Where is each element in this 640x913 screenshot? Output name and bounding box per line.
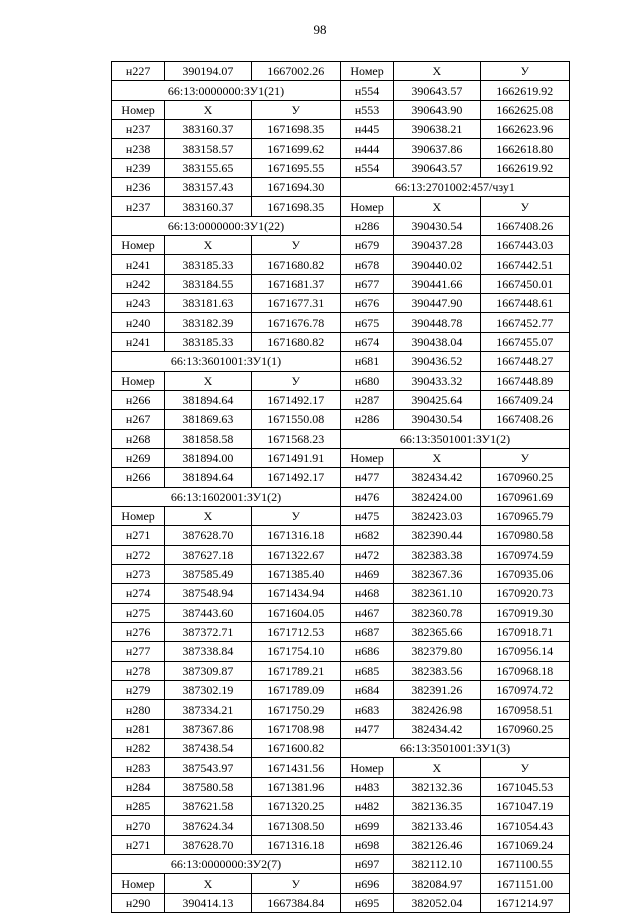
- x-coordinate-cell: 382133.46: [394, 816, 480, 835]
- y-coordinate-cell: 1670918.71: [480, 622, 569, 641]
- y-coordinate-cell: 1671698.35: [251, 120, 340, 139]
- y-coordinate-cell: 1667452.77: [480, 313, 569, 332]
- table-row: [112, 313, 570, 332]
- x-coordinate-cell: X: [394, 197, 480, 216]
- parcel-id-heading: 66:13:3601001:ЗУ1(1): [112, 352, 341, 371]
- x-coordinate-cell: 390430.54: [394, 216, 480, 235]
- point-number-cell: н271: [112, 526, 165, 545]
- x-coordinate-cell: 387367.86: [165, 719, 251, 738]
- point-number-cell: н697: [340, 855, 393, 874]
- y-coordinate-cell: 1667448.89: [480, 371, 569, 390]
- table-row: [112, 874, 570, 893]
- point-number-cell: н290: [112, 893, 165, 912]
- point-number-cell: Номер: [112, 874, 165, 893]
- y-coordinate-cell: 1670968.18: [480, 661, 569, 680]
- x-coordinate-cell: 382126.46: [394, 835, 480, 854]
- parcel-id-heading: 66:13:3501001:ЗУ1(3): [340, 739, 569, 758]
- point-number-cell: Номер: [112, 506, 165, 525]
- x-coordinate-cell: 387628.70: [165, 835, 251, 854]
- y-coordinate-cell: У: [480, 448, 569, 467]
- y-coordinate-cell: 1670980.58: [480, 526, 569, 545]
- table-row: [112, 410, 570, 429]
- point-number-cell: Номер: [340, 62, 393, 81]
- x-coordinate-cell: 387580.58: [165, 777, 251, 796]
- table-row: [112, 487, 570, 506]
- point-number-cell: н554: [340, 158, 393, 177]
- x-coordinate-cell: 381858.58: [165, 429, 251, 448]
- point-number-cell: н282: [112, 739, 165, 758]
- point-number-cell: н686: [340, 642, 393, 661]
- x-coordinate-cell: 382379.80: [394, 642, 480, 661]
- point-number-cell: Номер: [340, 758, 393, 777]
- x-coordinate-cell: 390643.57: [394, 158, 480, 177]
- point-number-cell: н242: [112, 274, 165, 293]
- y-coordinate-cell: 1671214.97: [480, 893, 569, 912]
- y-coordinate-cell: 1670974.59: [480, 545, 569, 564]
- y-coordinate-cell: 1670960.25: [480, 468, 569, 487]
- y-coordinate-cell: 1671100.55: [480, 855, 569, 874]
- point-number-cell: н268: [112, 429, 165, 448]
- x-coordinate-cell: 390643.57: [394, 81, 480, 100]
- y-coordinate-cell: 1667408.26: [480, 410, 569, 429]
- y-coordinate-cell: 1671316.18: [251, 526, 340, 545]
- y-coordinate-cell: У: [480, 758, 569, 777]
- y-coordinate-cell: 1671789.21: [251, 661, 340, 680]
- y-coordinate-cell: 1671680.82: [251, 255, 340, 274]
- point-number-cell: н468: [340, 584, 393, 603]
- point-number-cell: Номер: [112, 236, 165, 255]
- y-coordinate-cell: 1671492.17: [251, 468, 340, 487]
- point-number-cell: н269: [112, 448, 165, 467]
- table-row: [112, 139, 570, 158]
- point-number-cell: н678: [340, 255, 393, 274]
- y-coordinate-cell: 1667384.84: [251, 893, 340, 912]
- point-number-cell: н553: [340, 100, 393, 119]
- table-row: [112, 274, 570, 293]
- point-number-cell: н445: [340, 120, 393, 139]
- x-coordinate-cell: 387338.84: [165, 642, 251, 661]
- x-coordinate-cell: 381894.64: [165, 468, 251, 487]
- y-coordinate-cell: 1671600.82: [251, 739, 340, 758]
- point-number-cell: н237: [112, 120, 165, 139]
- point-number-cell: н477: [340, 719, 393, 738]
- point-number-cell: н227: [112, 62, 165, 81]
- x-coordinate-cell: 387585.49: [165, 564, 251, 583]
- y-coordinate-cell: 1662623.96: [480, 120, 569, 139]
- point-number-cell: н278: [112, 661, 165, 680]
- point-number-cell: н475: [340, 506, 393, 525]
- x-coordinate-cell: X: [165, 874, 251, 893]
- table-row: [112, 545, 570, 564]
- table-row: [112, 700, 570, 719]
- table-row: [112, 681, 570, 700]
- coordinates-table-body: [112, 62, 570, 913]
- parcel-id-heading: 66:13:2701002:457/чзу1: [340, 178, 569, 197]
- point-number-cell: н285: [112, 797, 165, 816]
- point-number-cell: н676: [340, 294, 393, 313]
- point-number-cell: н682: [340, 526, 393, 545]
- y-coordinate-cell: 1671789.09: [251, 681, 340, 700]
- y-coordinate-cell: 1671677.31: [251, 294, 340, 313]
- point-number-cell: н696: [340, 874, 393, 893]
- point-number-cell: н281: [112, 719, 165, 738]
- x-coordinate-cell: 382423.03: [394, 506, 480, 525]
- x-coordinate-cell: 382424.00: [394, 487, 480, 506]
- x-coordinate-cell: 382365.66: [394, 622, 480, 641]
- x-coordinate-cell: 390414.13: [165, 893, 251, 912]
- point-number-cell: н554: [340, 81, 393, 100]
- y-coordinate-cell: 1671681.37: [251, 274, 340, 293]
- y-coordinate-cell: 1671151.00: [480, 874, 569, 893]
- point-number-cell: н680: [340, 371, 393, 390]
- y-coordinate-cell: 1671054.43: [480, 816, 569, 835]
- table-row: [112, 739, 570, 758]
- y-coordinate-cell: 1670961.69: [480, 487, 569, 506]
- y-coordinate-cell: 1671069.24: [480, 835, 569, 854]
- x-coordinate-cell: 390194.07: [165, 62, 251, 81]
- y-coordinate-cell: 1667442.51: [480, 255, 569, 274]
- point-number-cell: н679: [340, 236, 393, 255]
- y-coordinate-cell: 1671431.56: [251, 758, 340, 777]
- x-coordinate-cell: 387334.21: [165, 700, 251, 719]
- table-row: [112, 158, 570, 177]
- table-row: [112, 236, 570, 255]
- point-number-cell: н241: [112, 332, 165, 351]
- point-number-cell: н286: [340, 216, 393, 235]
- x-coordinate-cell: 387438.54: [165, 739, 251, 758]
- coordinates-table: [111, 61, 570, 913]
- x-coordinate-cell: 390447.90: [394, 294, 480, 313]
- table-row: [112, 642, 570, 661]
- point-number-cell: н482: [340, 797, 393, 816]
- x-coordinate-cell: 387548.94: [165, 584, 251, 603]
- y-coordinate-cell: 1671680.82: [251, 332, 340, 351]
- point-number-cell: н287: [340, 390, 393, 409]
- point-number-cell: н267: [112, 410, 165, 429]
- y-coordinate-cell: У: [251, 236, 340, 255]
- x-coordinate-cell: X: [394, 758, 480, 777]
- point-number-cell: н237: [112, 197, 165, 216]
- x-coordinate-cell: 383160.37: [165, 120, 251, 139]
- point-number-cell: Номер: [340, 448, 393, 467]
- y-coordinate-cell: 1671698.35: [251, 197, 340, 216]
- x-coordinate-cell: 390441.66: [394, 274, 480, 293]
- x-coordinate-cell: 390643.90: [394, 100, 480, 119]
- point-number-cell: н275: [112, 603, 165, 622]
- y-coordinate-cell: У: [480, 197, 569, 216]
- x-coordinate-cell: 382383.56: [394, 661, 480, 680]
- y-coordinate-cell: 1662619.92: [480, 81, 569, 100]
- x-coordinate-cell: 387309.87: [165, 661, 251, 680]
- point-number-cell: н280: [112, 700, 165, 719]
- point-number-cell: н236: [112, 178, 165, 197]
- table-row: [112, 855, 570, 874]
- y-coordinate-cell: 1667450.01: [480, 274, 569, 293]
- point-number-cell: н483: [340, 777, 393, 796]
- y-coordinate-cell: 1662625.08: [480, 100, 569, 119]
- point-number-cell: Номер: [112, 100, 165, 119]
- table-row: [112, 81, 570, 100]
- table-row: [112, 622, 570, 641]
- table-row: [112, 352, 570, 371]
- point-number-cell: н240: [112, 313, 165, 332]
- y-coordinate-cell: 1671381.96: [251, 777, 340, 796]
- x-coordinate-cell: 382391.26: [394, 681, 480, 700]
- x-coordinate-cell: 387627.18: [165, 545, 251, 564]
- y-coordinate-cell: 1671385.40: [251, 564, 340, 583]
- table-row: [112, 100, 570, 119]
- x-coordinate-cell: X: [165, 371, 251, 390]
- point-number-cell: н699: [340, 816, 393, 835]
- y-coordinate-cell: 1671568.23: [251, 429, 340, 448]
- point-number-cell: н274: [112, 584, 165, 603]
- point-number-cell: н472: [340, 545, 393, 564]
- x-coordinate-cell: 381894.64: [165, 390, 251, 409]
- table-row: [112, 468, 570, 487]
- point-number-cell: н270: [112, 816, 165, 835]
- table-row: [112, 719, 570, 738]
- x-coordinate-cell: 387443.60: [165, 603, 251, 622]
- table-row: [112, 255, 570, 274]
- table-row: [112, 371, 570, 390]
- table-row: [112, 661, 570, 680]
- x-coordinate-cell: X: [165, 506, 251, 525]
- table-row: [112, 584, 570, 603]
- y-coordinate-cell: 1671316.18: [251, 835, 340, 854]
- x-coordinate-cell: 382367.36: [394, 564, 480, 583]
- x-coordinate-cell: 382132.36: [394, 777, 480, 796]
- point-number-cell: н239: [112, 158, 165, 177]
- point-number-cell: Номер: [340, 197, 393, 216]
- y-coordinate-cell: 1671699.62: [251, 139, 340, 158]
- x-coordinate-cell: 383158.57: [165, 139, 251, 158]
- point-number-cell: н467: [340, 603, 393, 622]
- point-number-cell: н272: [112, 545, 165, 564]
- y-coordinate-cell: 1671695.55: [251, 158, 340, 177]
- point-number-cell: н674: [340, 332, 393, 351]
- x-coordinate-cell: 387624.34: [165, 816, 251, 835]
- y-coordinate-cell: 1667448.27: [480, 352, 569, 371]
- table-row: [112, 777, 570, 796]
- parcel-id-heading: 66:13:0000000:ЗУ2(7): [112, 855, 341, 874]
- x-coordinate-cell: 383184.55: [165, 274, 251, 293]
- x-coordinate-cell: 382434.42: [394, 468, 480, 487]
- x-coordinate-cell: X: [165, 100, 251, 119]
- y-coordinate-cell: 1667409.24: [480, 390, 569, 409]
- point-number-cell: н675: [340, 313, 393, 332]
- x-coordinate-cell: 383160.37: [165, 197, 251, 216]
- y-coordinate-cell: 1671047.19: [480, 797, 569, 816]
- x-coordinate-cell: 390433.32: [394, 371, 480, 390]
- y-coordinate-cell: 1671308.50: [251, 816, 340, 835]
- x-coordinate-cell: 390448.78: [394, 313, 480, 332]
- table-row: [112, 893, 570, 912]
- x-coordinate-cell: 382360.78: [394, 603, 480, 622]
- parcel-id-heading: 66:13:0000000:ЗУ1(22): [112, 216, 341, 235]
- y-coordinate-cell: У: [251, 371, 340, 390]
- point-number-cell: н685: [340, 661, 393, 680]
- x-coordinate-cell: X: [165, 236, 251, 255]
- table-row: [112, 797, 570, 816]
- point-number-cell: н279: [112, 681, 165, 700]
- y-coordinate-cell: 1671694.30: [251, 178, 340, 197]
- y-coordinate-cell: 1662619.92: [480, 158, 569, 177]
- y-coordinate-cell: 1671754.10: [251, 642, 340, 661]
- point-number-cell: н687: [340, 622, 393, 641]
- point-number-cell: н698: [340, 835, 393, 854]
- x-coordinate-cell: 382136.35: [394, 797, 480, 816]
- y-coordinate-cell: 1671708.98: [251, 719, 340, 738]
- point-number-cell: н238: [112, 139, 165, 158]
- y-coordinate-cell: У: [480, 62, 569, 81]
- x-coordinate-cell: 383185.33: [165, 332, 251, 351]
- y-coordinate-cell: 1671750.29: [251, 700, 340, 719]
- table-row: [112, 178, 570, 197]
- table-row: [112, 197, 570, 216]
- y-coordinate-cell: 1671676.78: [251, 313, 340, 332]
- point-number-cell: н684: [340, 681, 393, 700]
- y-coordinate-cell: 1667455.07: [480, 332, 569, 351]
- x-coordinate-cell: 387543.97: [165, 758, 251, 777]
- x-coordinate-cell: 387372.71: [165, 622, 251, 641]
- x-coordinate-cell: 383155.65: [165, 158, 251, 177]
- y-coordinate-cell: 1670960.25: [480, 719, 569, 738]
- y-coordinate-cell: 1670958.51: [480, 700, 569, 719]
- x-coordinate-cell: 390638.21: [394, 120, 480, 139]
- x-coordinate-cell: X: [394, 62, 480, 81]
- point-number-cell: н284: [112, 777, 165, 796]
- x-coordinate-cell: 382426.98: [394, 700, 480, 719]
- table-row: [112, 390, 570, 409]
- x-coordinate-cell: 383157.43: [165, 178, 251, 197]
- x-coordinate-cell: 390438.04: [394, 332, 480, 351]
- point-number-cell: н476: [340, 487, 393, 506]
- point-number-cell: н276: [112, 622, 165, 641]
- point-number-cell: Номер: [112, 371, 165, 390]
- point-number-cell: н469: [340, 564, 393, 583]
- y-coordinate-cell: 1671491.91: [251, 448, 340, 467]
- table-row: [112, 564, 570, 583]
- table-row: [112, 603, 570, 622]
- point-number-cell: н271: [112, 835, 165, 854]
- x-coordinate-cell: 382084.97: [394, 874, 480, 893]
- x-coordinate-cell: 390437.28: [394, 236, 480, 255]
- y-coordinate-cell: У: [251, 506, 340, 525]
- y-coordinate-cell: 1667448.61: [480, 294, 569, 313]
- point-number-cell: н277: [112, 642, 165, 661]
- table-row: [112, 294, 570, 313]
- y-coordinate-cell: 1670956.14: [480, 642, 569, 661]
- table-row: [112, 758, 570, 777]
- y-coordinate-cell: 1671322.67: [251, 545, 340, 564]
- point-number-cell: н266: [112, 468, 165, 487]
- point-number-cell: н444: [340, 139, 393, 158]
- x-coordinate-cell: 390436.52: [394, 352, 480, 371]
- point-number-cell: н273: [112, 564, 165, 583]
- point-number-cell: н266: [112, 390, 165, 409]
- y-coordinate-cell: 1667408.26: [480, 216, 569, 235]
- point-number-cell: н477: [340, 468, 393, 487]
- x-coordinate-cell: 383185.33: [165, 255, 251, 274]
- parcel-id-heading: 66:13:3501001:ЗУ1(2): [340, 429, 569, 448]
- x-coordinate-cell: 390425.64: [394, 390, 480, 409]
- y-coordinate-cell: 1671550.08: [251, 410, 340, 429]
- table-row: [112, 448, 570, 467]
- y-coordinate-cell: 1671604.05: [251, 603, 340, 622]
- y-coordinate-cell: 1671712.53: [251, 622, 340, 641]
- table-row: [112, 216, 570, 235]
- parcel-id-heading: 66:13:1602001:ЗУ1(2): [112, 487, 341, 506]
- x-coordinate-cell: 390637.86: [394, 139, 480, 158]
- x-coordinate-cell: 383182.39: [165, 313, 251, 332]
- point-number-cell: н243: [112, 294, 165, 313]
- point-number-cell: н677: [340, 274, 393, 293]
- x-coordinate-cell: 381894.00: [165, 448, 251, 467]
- point-number-cell: н241: [112, 255, 165, 274]
- y-coordinate-cell: 1670935.06: [480, 564, 569, 583]
- table-row: [112, 816, 570, 835]
- y-coordinate-cell: 1671434.94: [251, 584, 340, 603]
- y-coordinate-cell: 1670920.73: [480, 584, 569, 603]
- x-coordinate-cell: 387621.58: [165, 797, 251, 816]
- table-row: [112, 120, 570, 139]
- y-coordinate-cell: 1671320.25: [251, 797, 340, 816]
- x-coordinate-cell: 382112.10: [394, 855, 480, 874]
- parcel-id-heading: 66:13:0000000:ЗУ1(21): [112, 81, 341, 100]
- point-number-cell: н286: [340, 410, 393, 429]
- table-row: [112, 835, 570, 854]
- page-number: 98: [313, 22, 327, 37]
- point-number-cell: н681: [340, 352, 393, 371]
- x-coordinate-cell: 387302.19: [165, 681, 251, 700]
- y-coordinate-cell: 1662618.80: [480, 139, 569, 158]
- x-coordinate-cell: 390430.54: [394, 410, 480, 429]
- table-row: [112, 429, 570, 448]
- point-number-cell: н283: [112, 758, 165, 777]
- y-coordinate-cell: 1670974.72: [480, 681, 569, 700]
- x-coordinate-cell: 382361.10: [394, 584, 480, 603]
- y-coordinate-cell: 1671045.53: [480, 777, 569, 796]
- y-coordinate-cell: 1670965.79: [480, 506, 569, 525]
- table-row: [112, 332, 570, 351]
- table-row: [112, 506, 570, 525]
- x-coordinate-cell: 382390.44: [394, 526, 480, 545]
- y-coordinate-cell: У: [251, 874, 340, 893]
- x-coordinate-cell: 382383.38: [394, 545, 480, 564]
- x-coordinate-cell: 382434.42: [394, 719, 480, 738]
- table-row: [112, 62, 570, 81]
- x-coordinate-cell: 390440.02: [394, 255, 480, 274]
- x-coordinate-cell: 387628.70: [165, 526, 251, 545]
- y-coordinate-cell: 1667443.03: [480, 236, 569, 255]
- x-coordinate-cell: 382052.04: [394, 893, 480, 912]
- point-number-cell: н683: [340, 700, 393, 719]
- point-number-cell: н695: [340, 893, 393, 912]
- y-coordinate-cell: 1667002.26: [251, 62, 340, 81]
- x-coordinate-cell: X: [394, 448, 480, 467]
- table-row: [112, 526, 570, 545]
- x-coordinate-cell: 381869.63: [165, 410, 251, 429]
- y-coordinate-cell: У: [251, 100, 340, 119]
- y-coordinate-cell: 1670919.30: [480, 603, 569, 622]
- x-coordinate-cell: 383181.63: [165, 294, 251, 313]
- y-coordinate-cell: 1671492.17: [251, 390, 340, 409]
